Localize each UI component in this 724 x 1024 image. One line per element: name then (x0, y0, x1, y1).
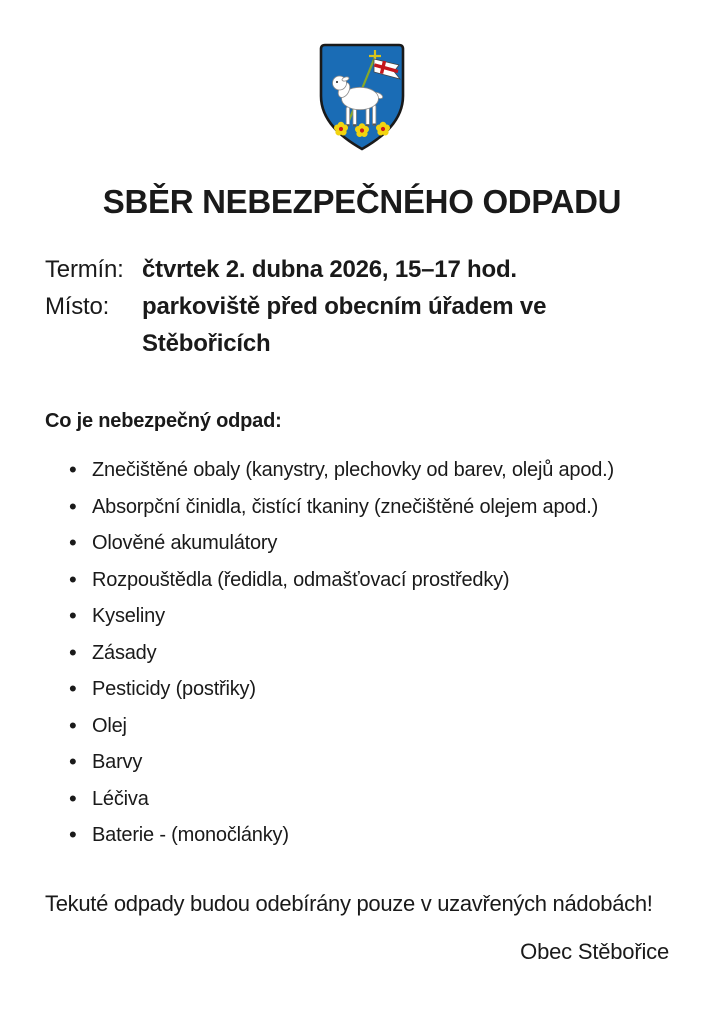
lamb-hoof (366, 124, 369, 126)
coat-of-arms-icon (312, 40, 412, 154)
term-row (45, 251, 637, 288)
list-item: • Znečištěné obaly (kanystry, plechovky od barev, olejů apod.) (69, 452, 654, 489)
place-row (45, 288, 637, 362)
term-value: čtvrtek 2. dubna 2026, 15–17 hod. (142, 256, 517, 283)
waste-list (69, 452, 654, 854)
page-title: SBĚR NEBEZPEČNÉHO ODPADU (102, 183, 622, 220)
list-item: • Kyseliny (69, 598, 654, 635)
flowers (334, 122, 390, 137)
list-item: • Léčiva (69, 781, 654, 818)
list-item: • Barvy (69, 744, 654, 781)
list-item: • Rozpouštědla (ředidla, odmašťovací prostředky) (69, 562, 654, 599)
event-details (45, 251, 637, 362)
list-heading: Co je nebezpečný odpad: (45, 410, 282, 432)
place-label: Místo: (45, 293, 110, 320)
list-item: • Olej (69, 708, 654, 745)
lamb-eye (336, 81, 338, 83)
list-item: • Pesticidy (postřiky) (69, 671, 654, 708)
list-item: • Baterie - (monočlánky) (69, 817, 654, 854)
lamb-hoof (353, 124, 356, 126)
term-label: Termín: (45, 256, 124, 283)
place-value: parkoviště před obecním úřadem ve Stěbořicích (142, 293, 547, 357)
list-item: • Zásady (69, 635, 654, 672)
signature-text: Obec Stěbořice (520, 939, 669, 964)
list-item: • Olověné akumulátory (69, 525, 654, 562)
list-item: • Absorpční činidla, čistící tkaniny (znečištěné olejem apod.) (69, 489, 654, 526)
note-text: Tekuté odpady budou odebírány pouze v uzavřených nádobách! (45, 891, 653, 916)
lamb-hoof (373, 124, 376, 126)
